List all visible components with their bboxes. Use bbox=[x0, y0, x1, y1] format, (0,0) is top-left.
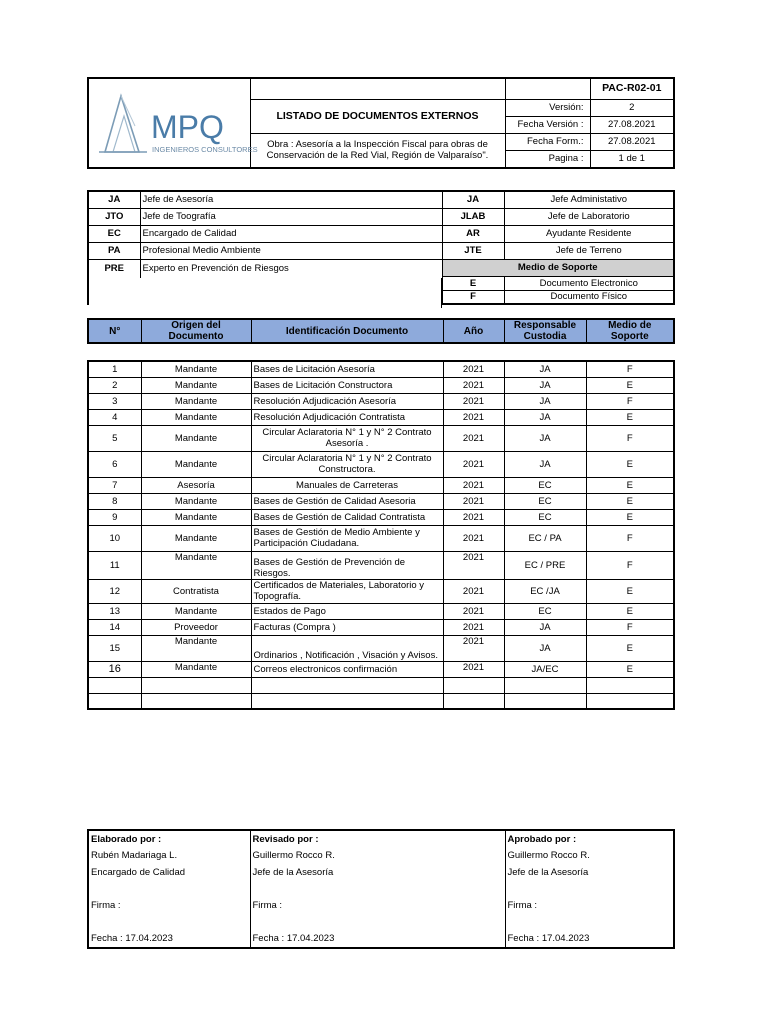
table-row bbox=[88, 509, 674, 525]
row-origen: Mandante bbox=[141, 661, 251, 677]
row-document: Bases de Gestión de Calidad Contratista bbox=[251, 509, 443, 525]
table-row bbox=[88, 493, 674, 509]
empty-cell bbox=[251, 693, 443, 709]
signature-firma: Firma : bbox=[250, 897, 505, 914]
empty-cell bbox=[141, 693, 251, 709]
table-row bbox=[88, 661, 674, 677]
row-anio: 2021 bbox=[443, 451, 504, 477]
row-document: Ordinarios , Notificación , Visación y Avisos. bbox=[251, 635, 443, 661]
document-header bbox=[87, 77, 675, 169]
signature-firma: Firma : bbox=[88, 897, 250, 914]
signature-position: Jefe de la Asesoría bbox=[250, 864, 505, 881]
table-row bbox=[88, 603, 674, 619]
obra-text: Obra : Asesoría a la Inspección Fiscal para obras de Conservación de la Red Vial, Región de Valparaíso". bbox=[250, 133, 505, 168]
row-responsable: JA/EC bbox=[504, 661, 586, 677]
row-number: 4 bbox=[88, 409, 141, 425]
signature-name: Guillermo Rocco R. bbox=[250, 848, 505, 865]
abbr-desc: Ayudante Residente bbox=[504, 225, 674, 242]
row-medio: F bbox=[586, 619, 674, 635]
row-number: 11 bbox=[88, 551, 141, 579]
signature-name: Guillermo Rocco R. bbox=[505, 848, 674, 865]
row-responsable: EC bbox=[504, 509, 586, 525]
signature-date: Fecha : 17.04.2023 bbox=[88, 930, 250, 948]
table-row bbox=[88, 551, 674, 579]
abbr-desc: Encargado de Calidad bbox=[140, 225, 442, 242]
table-row bbox=[88, 525, 674, 551]
abbr-desc: Jefe de Terreno bbox=[504, 242, 674, 259]
row-anio: 2021 bbox=[443, 661, 504, 677]
col-header-identificacion: Identificación Documento bbox=[251, 319, 443, 343]
row-responsable: EC bbox=[504, 603, 586, 619]
empty-cell bbox=[88, 693, 141, 709]
row-origen: Mandante bbox=[141, 377, 251, 393]
row-responsable: EC / PA bbox=[504, 525, 586, 551]
row-origen: Mandante bbox=[141, 409, 251, 425]
row-medio: F bbox=[586, 525, 674, 551]
row-origen: Mandante bbox=[141, 603, 251, 619]
col-header-responsable: Responsable Custodia bbox=[504, 319, 586, 343]
support-code: F bbox=[442, 290, 504, 304]
row-anio: 2021 bbox=[443, 509, 504, 525]
row-number: 10 bbox=[88, 525, 141, 551]
row-document: Circular Aclaratoria N° 1 y N° 2 Contrato Constructora. bbox=[251, 451, 443, 477]
support-code: E bbox=[442, 276, 504, 290]
table-row bbox=[88, 619, 674, 635]
row-anio: 2021 bbox=[443, 409, 504, 425]
support-desc: Documento Electronico bbox=[504, 276, 674, 290]
row-responsable: JA bbox=[504, 409, 586, 425]
row-responsable: JA bbox=[504, 451, 586, 477]
meta-label: Fecha Versión : bbox=[505, 116, 590, 133]
row-anio: 2021 bbox=[443, 525, 504, 551]
row-medio: E bbox=[586, 579, 674, 603]
signature-role: Revisado por : bbox=[250, 830, 505, 848]
row-document: Bases de Licitación Constructora bbox=[251, 377, 443, 393]
documents-table-header bbox=[87, 318, 675, 344]
row-document: Estados de Pago bbox=[251, 603, 443, 619]
table-row bbox=[88, 477, 674, 493]
row-origen: Mandante bbox=[141, 451, 251, 477]
abbr-code: PRE bbox=[88, 259, 140, 304]
empty-cell bbox=[443, 693, 504, 709]
row-document: Bases de Gestión de Medio Ambiente y Participación Ciudadana. bbox=[251, 525, 443, 551]
row-document: Bases de Licitación Asesoría bbox=[251, 361, 443, 377]
row-number: 7 bbox=[88, 477, 141, 493]
abbr-code: JTE bbox=[442, 242, 504, 259]
row-origen: Mandante bbox=[141, 425, 251, 451]
row-number: 16 bbox=[88, 661, 141, 677]
abbr-code: JA bbox=[88, 191, 140, 208]
row-anio: 2021 bbox=[443, 493, 504, 509]
company-logo bbox=[91, 82, 258, 162]
row-origen: Mandante bbox=[141, 393, 251, 409]
row-medio: E bbox=[586, 377, 674, 393]
empty-cell bbox=[141, 677, 251, 693]
row-anio: 2021 bbox=[443, 425, 504, 451]
signature-role: Elaborado por : bbox=[88, 830, 250, 848]
abbr-code: EC bbox=[88, 225, 140, 242]
row-number: 13 bbox=[88, 603, 141, 619]
row-medio: E bbox=[586, 635, 674, 661]
row-origen: Contratista bbox=[141, 579, 251, 603]
table-row bbox=[88, 393, 674, 409]
row-responsable: EC bbox=[504, 493, 586, 509]
row-medio: F bbox=[586, 551, 674, 579]
col-header-anio: Año bbox=[443, 319, 504, 343]
row-document: Manuales de Carreteras bbox=[251, 477, 443, 493]
row-medio: E bbox=[586, 493, 674, 509]
row-anio: 2021 bbox=[443, 635, 504, 661]
empty-cell bbox=[586, 677, 674, 693]
empty-cell bbox=[504, 693, 586, 709]
signature-role: Aprobado por : bbox=[505, 830, 674, 848]
signature-date: Fecha : 17.04.2023 bbox=[250, 930, 505, 948]
row-number: 3 bbox=[88, 393, 141, 409]
meta-value: 27.08.2021 bbox=[590, 133, 674, 150]
row-anio: 2021 bbox=[443, 579, 504, 603]
row-responsable: EC /JA bbox=[504, 579, 586, 603]
support-desc: Documento Físico bbox=[504, 290, 674, 304]
abbr-desc: Jefe de Laboratorio bbox=[504, 208, 674, 225]
col-header-medio: Medio de Soporte bbox=[586, 319, 674, 343]
row-number: 5 bbox=[88, 425, 141, 451]
row-anio: 2021 bbox=[443, 377, 504, 393]
row-number: 9 bbox=[88, 509, 141, 525]
row-number: 2 bbox=[88, 377, 141, 393]
signatures-table bbox=[87, 829, 675, 949]
table-row bbox=[88, 635, 674, 661]
signature-position: Encargado de Calidad bbox=[88, 864, 250, 881]
col-header-n: N° bbox=[88, 319, 141, 343]
row-document: Facturas (Compra ) bbox=[251, 619, 443, 635]
row-origen: Proveedor bbox=[141, 619, 251, 635]
meta-label: Pagina : bbox=[505, 150, 590, 168]
row-origen: Mandante bbox=[141, 635, 251, 661]
table-row bbox=[88, 425, 674, 451]
row-document: Certificados de Materiales, Laboratorio y Topografía. bbox=[251, 579, 443, 603]
row-medio: E bbox=[586, 451, 674, 477]
table-row bbox=[88, 361, 674, 377]
logo-text: MPQ bbox=[151, 108, 224, 145]
abbr-code: JTO bbox=[88, 208, 140, 225]
row-anio: 2021 bbox=[443, 551, 504, 579]
row-responsable: JA bbox=[504, 425, 586, 451]
row-origen: Asesoría bbox=[141, 477, 251, 493]
row-responsable: EC bbox=[504, 477, 586, 493]
abbr-desc: Jefe de Toografía bbox=[140, 208, 442, 225]
row-number: 6 bbox=[88, 451, 141, 477]
table-row bbox=[88, 409, 674, 425]
logo-cell bbox=[88, 78, 258, 168]
row-document: Correos electronicos confirmación bbox=[251, 661, 443, 677]
empty-row bbox=[88, 693, 674, 709]
row-document: Resolución Adjudicación Contratista bbox=[251, 409, 443, 425]
abbr-desc: Experto en Prevención de Riesgos bbox=[140, 259, 442, 304]
abbr-desc: Jefe Administativo bbox=[504, 191, 674, 208]
abbr-code: AR bbox=[442, 225, 504, 242]
row-document: Resolución Adjudicación Asesoría bbox=[251, 393, 443, 409]
signature-date: Fecha : 17.04.2023 bbox=[505, 930, 674, 948]
row-anio: 2021 bbox=[443, 619, 504, 635]
meta-value: 2 bbox=[590, 99, 674, 116]
table-row bbox=[88, 451, 674, 477]
meta-value: 27.08.2021 bbox=[590, 116, 674, 133]
abbr-code: JA bbox=[442, 191, 504, 208]
row-origen: Mandante bbox=[141, 509, 251, 525]
row-medio: E bbox=[586, 509, 674, 525]
empty-row bbox=[88, 677, 674, 693]
row-anio: 2021 bbox=[443, 603, 504, 619]
empty-cell bbox=[443, 677, 504, 693]
row-number: 15 bbox=[88, 635, 141, 661]
row-medio: E bbox=[586, 603, 674, 619]
row-medio: E bbox=[586, 477, 674, 493]
row-medio: E bbox=[586, 661, 674, 677]
signature-name: Rubén Madariaga L. bbox=[88, 848, 250, 865]
row-responsable: JA bbox=[504, 377, 586, 393]
meta-label: Fecha Form.: bbox=[505, 133, 590, 150]
empty-cell bbox=[586, 693, 674, 709]
empty-cell bbox=[88, 677, 141, 693]
row-medio: F bbox=[586, 361, 674, 377]
doc-title: LISTADO DE DOCUMENTOS EXTERNOS bbox=[250, 99, 505, 133]
logo-subtitle: INGENIEROS CONSULTORES bbox=[152, 144, 258, 154]
row-responsable: JA bbox=[504, 619, 586, 635]
row-number: 12 bbox=[88, 579, 141, 603]
row-number: 1 bbox=[88, 361, 141, 377]
empty-cell bbox=[504, 677, 586, 693]
abbr-desc: Profesional Medio Ambiente bbox=[140, 242, 442, 259]
row-responsable: JA bbox=[504, 393, 586, 409]
documents-table bbox=[87, 360, 675, 710]
meta-value: 1 de 1 bbox=[590, 150, 674, 168]
row-responsable: JA bbox=[504, 635, 586, 661]
table-row bbox=[88, 377, 674, 393]
doc-code: PAC-R02-01 bbox=[590, 78, 674, 99]
row-anio: 2021 bbox=[443, 393, 504, 409]
row-anio: 2021 bbox=[443, 361, 504, 377]
table-row bbox=[88, 579, 674, 603]
row-medio: F bbox=[586, 425, 674, 451]
row-origen: Mandante bbox=[141, 525, 251, 551]
row-medio: F bbox=[586, 393, 674, 409]
row-responsable: JA bbox=[504, 361, 586, 377]
row-responsable: EC / PRE bbox=[504, 551, 586, 579]
row-document: Bases de Gestión de Calidad Asesoria bbox=[251, 493, 443, 509]
row-medio: E bbox=[586, 409, 674, 425]
abbr-code: PA bbox=[88, 242, 140, 259]
meta-label: Versión: bbox=[505, 99, 590, 116]
row-number: 8 bbox=[88, 493, 141, 509]
row-origen: Mandante bbox=[141, 551, 251, 579]
signature-position: Jefe de la Asesoría bbox=[505, 864, 674, 881]
row-origen: Mandante bbox=[141, 361, 251, 377]
row-number: 14 bbox=[88, 619, 141, 635]
row-anio: 2021 bbox=[443, 477, 504, 493]
abbr-desc: Jefe de Asesoría bbox=[140, 191, 442, 208]
row-origen: Mandante bbox=[141, 493, 251, 509]
support-title: Medio de Soporte bbox=[442, 259, 674, 276]
row-document: Circular Aclaratoria N° 1 y N° 2 Contrato Asesoría . bbox=[251, 425, 443, 451]
abbr-code: JLAB bbox=[442, 208, 504, 225]
signature-firma: Firma : bbox=[505, 897, 674, 914]
col-header-origen: Origen del Documento bbox=[141, 319, 251, 343]
row-document: Bases de Gestión de Prevención de Riesgos. bbox=[251, 551, 443, 579]
empty-cell bbox=[251, 677, 443, 693]
